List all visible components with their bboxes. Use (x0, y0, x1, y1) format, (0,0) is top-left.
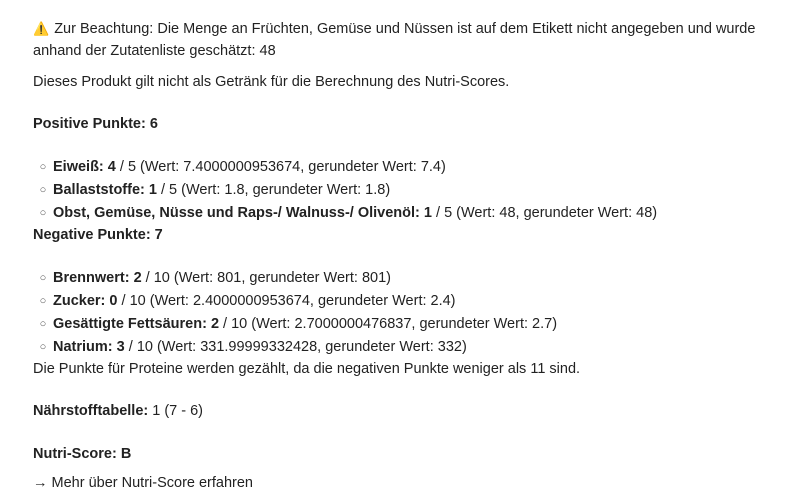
list-item (53, 314, 557, 334)
warning-text: Zur Beachtung: Die Menge an Früchten, Gemüse und Nüssen ist auf dem Etikett nicht angegeben und wurde (54, 21, 756, 37)
item-label: Obst, Gemüse, Nüsse und Raps-/ Walnuss-/ Olivenöl: (53, 205, 420, 221)
list-item (53, 291, 456, 311)
item-points: 1 (148, 182, 157, 198)
warning-line-2: anhand der Zutatenliste geschätzt: 48 (33, 43, 276, 59)
warning-icon: ⚠️ (33, 21, 50, 36)
item-detail: / 10 (Wert: 801, gerundeter Wert: 801) (141, 270, 391, 286)
list-item (53, 157, 446, 177)
bullet-icon: ○ (39, 295, 47, 307)
item-points: 0 (109, 293, 118, 309)
item-points: 1 (423, 205, 432, 221)
beverage-note: Dieses Produkt gilt nicht als Getränk für die Berechnung des Nutri-Scores. (33, 74, 510, 90)
item-label: Eiweiß: (53, 159, 104, 175)
bullet-icon: ○ (39, 272, 47, 284)
bullet-icon: ○ (39, 184, 47, 196)
item-label: Natrium: (53, 339, 113, 355)
nutrient-table-line (33, 401, 203, 421)
item-label: Zucker: (53, 293, 106, 309)
nutri-score-more-link[interactable]: → Mehr über Nutri-Score erfahren (33, 475, 253, 491)
item-detail: / 5 (Wert: 1.8, gerundeter Wert: 1.8) (156, 182, 391, 198)
item-label: Gesättigte Fettsäuren: (53, 316, 207, 332)
list-item (53, 337, 467, 357)
item-label: Ballaststoffe: (53, 182, 145, 198)
more-link-line (33, 473, 253, 493)
item-detail: / 10 (Wert: 2.7000000476837, gerundeter Wert: 2.7) (219, 316, 558, 332)
item-points: 2 (133, 270, 142, 286)
nutrient-table-value: 1 (7 - 6) (148, 403, 204, 419)
item-detail: / 10 (Wert: 331.99999332428, gerundeter Wert: 332) (124, 339, 467, 355)
item-detail: / 5 (Wert: 48, gerundeter Wert: 48) (431, 205, 658, 221)
item-label: Brennwert: (53, 270, 130, 286)
list-item (53, 203, 657, 223)
list-item (53, 180, 390, 200)
bullet-icon: ○ (39, 341, 47, 353)
list-item (53, 268, 391, 288)
item-points: 4 (107, 159, 116, 175)
nutri-score-result: Nutri-Score: B (33, 446, 132, 462)
bullet-icon: ○ (39, 207, 47, 219)
bullet-icon: ○ (39, 318, 47, 330)
item-detail: / 10 (Wert: 2.4000000953674, gerundeter Wert: 2.4) (117, 293, 456, 309)
item-points: 2 (210, 316, 220, 332)
protein-note: Die Punkte für Proteine werden gezählt, da die negativen Punkte weniger als 11 sind. (33, 361, 581, 377)
item-detail: / 5 (Wert: 7.4000000953674, gerundeter Wert: 7.4) (115, 159, 446, 175)
negative-points-heading: Negative Punkte: 7 (33, 227, 163, 243)
item-points: 3 (116, 339, 125, 355)
nutrient-table-label: Nährstofftabelle: (33, 403, 149, 419)
warning-line-1 (33, 19, 755, 39)
positive-points-heading: Positive Punkte: 6 (33, 116, 158, 132)
bullet-icon: ○ (39, 161, 47, 173)
